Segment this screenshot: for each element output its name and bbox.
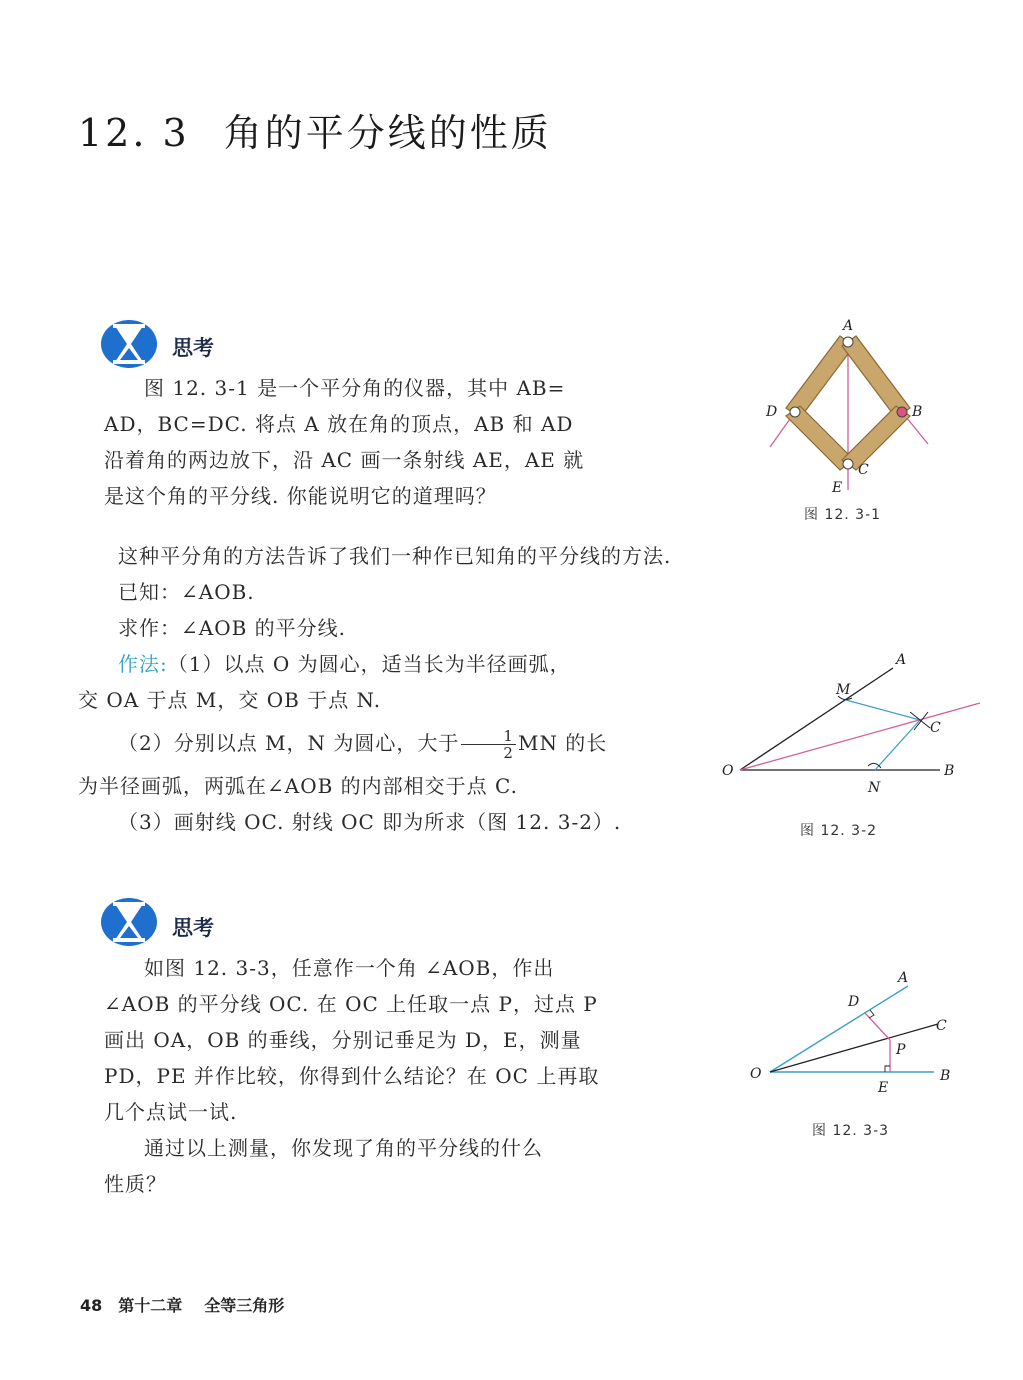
think2-line: ∠AOB 的平分线 OC. 在 OC 上任取一点 P，过点 P xyxy=(104,992,598,1016)
think2-line: 如图 12. 3-3，任意作一个角 ∠AOB，作出 xyxy=(144,956,555,980)
method-label: 作法: xyxy=(118,652,168,676)
think-label: 思考 xyxy=(172,916,214,940)
stick-ab xyxy=(842,336,910,418)
section-number: 12. 3 xyxy=(78,111,190,155)
segment-mc xyxy=(846,700,920,720)
label-c: C xyxy=(936,1018,947,1034)
label-a: A xyxy=(896,652,907,668)
segment-nc xyxy=(875,720,920,770)
arc-n xyxy=(868,763,881,768)
step2-line-cont: 为半径画弧，两弧在∠AOB 的内部相交于点 C. xyxy=(78,774,518,798)
think2-line: 几个点试一试. xyxy=(104,1100,238,1124)
step3-line: （3）画射线 OC. 射线 OC 即为所求（图 12. 3-2）. xyxy=(118,810,622,834)
ray-oa xyxy=(740,668,893,770)
figure-12-3-3 xyxy=(742,962,972,1102)
joint-a xyxy=(843,337,853,347)
figure-caption: 图 12. 3-1 xyxy=(804,507,882,523)
page-footer xyxy=(80,1293,284,1316)
page-number: 48 xyxy=(80,1296,103,1315)
label-o: O xyxy=(750,1066,762,1082)
followup-line-cont: 性质？ xyxy=(104,1172,167,1196)
label-n: N xyxy=(868,780,881,796)
label-e: E xyxy=(878,1080,889,1096)
step1-line-cont: 交 OA 于点 M，交 OB 于点 N. xyxy=(78,688,382,712)
think-icon xyxy=(100,318,158,370)
label-a: A xyxy=(843,318,854,334)
ray-oc xyxy=(740,703,980,770)
chapter-title: 全等三角形 xyxy=(204,1296,285,1315)
right-angle-d xyxy=(869,1010,874,1018)
figure-caption: 图 12. 3-3 xyxy=(812,1123,890,1139)
label-c: C xyxy=(858,462,869,478)
section-heading xyxy=(78,102,552,157)
think-label: 思考 xyxy=(172,336,214,360)
perp-pd xyxy=(865,1013,890,1040)
followup-line: 通过以上测量，你发现了角的平分线的什么 xyxy=(144,1136,543,1160)
construction-block xyxy=(78,538,718,840)
label-d: D xyxy=(848,994,860,1010)
think2-line: PD，PE 并作比较，你得到什么结论？在 OC 上再取 xyxy=(104,1064,600,1088)
fraction-one-half: $\frac{1}{2}$ xyxy=(461,728,516,761)
section-title: 角的平分线的性质 xyxy=(223,111,552,155)
label-m: M xyxy=(836,682,851,698)
label-c: C xyxy=(930,720,941,736)
think-icon xyxy=(100,896,158,948)
ray-oa xyxy=(770,986,908,1072)
think2-paragraph xyxy=(104,950,724,1202)
think1-line: 是这个角的平分线. 你能说明它的道理吗？ xyxy=(104,484,497,508)
figure-12-3-1 xyxy=(740,312,950,502)
label-b: B xyxy=(912,404,923,420)
think1-paragraph xyxy=(104,370,714,514)
think1-line: AD，BC=DC. 将点 A 放在角的顶点，AB 和 AD xyxy=(104,412,574,436)
label-b: B xyxy=(940,1068,951,1084)
step2-line: （2）分别以点 M，N 为圆心，大于 $\frac{1}{2}$ MN 的长 xyxy=(118,727,608,762)
chapter-label: 第十二章 xyxy=(118,1296,183,1315)
task-line: 求作：∠AOB 的平分线. xyxy=(118,616,347,640)
label-b: B xyxy=(944,763,955,779)
joint-d xyxy=(790,407,800,417)
joint-b xyxy=(897,407,907,417)
label-p: P xyxy=(896,1042,906,1058)
label-o: O xyxy=(722,763,734,779)
label-a: A xyxy=(898,970,909,986)
right-angle-e xyxy=(885,1066,890,1072)
think1-line: 沿着角的两边放下，沿 AC 画一条射线 AE，AE 就 xyxy=(104,448,585,472)
intro-line: 这种平分角的方法告诉了我们一种作已知角的平分线的方法. xyxy=(118,544,672,568)
label-d: D xyxy=(766,404,778,420)
think1-line: 图 12. 3-1 是一个平分角的仪器，其中 AB= xyxy=(144,376,566,400)
think2-line: 画出 OA，OB 的垂线，分别记垂足为 D，E，测量 xyxy=(104,1028,582,1052)
label-e: E xyxy=(832,480,843,496)
figure-caption: 图 12. 3-2 xyxy=(800,823,878,839)
ray-oc xyxy=(770,1024,938,1072)
joint-c xyxy=(843,459,853,469)
given-line: 已知：∠AOB. xyxy=(118,580,255,604)
step1-line: 作法:（1）以点 O 为圆心，适当长为半径画弧， xyxy=(118,652,571,676)
figure-12-3-2 xyxy=(718,648,988,798)
